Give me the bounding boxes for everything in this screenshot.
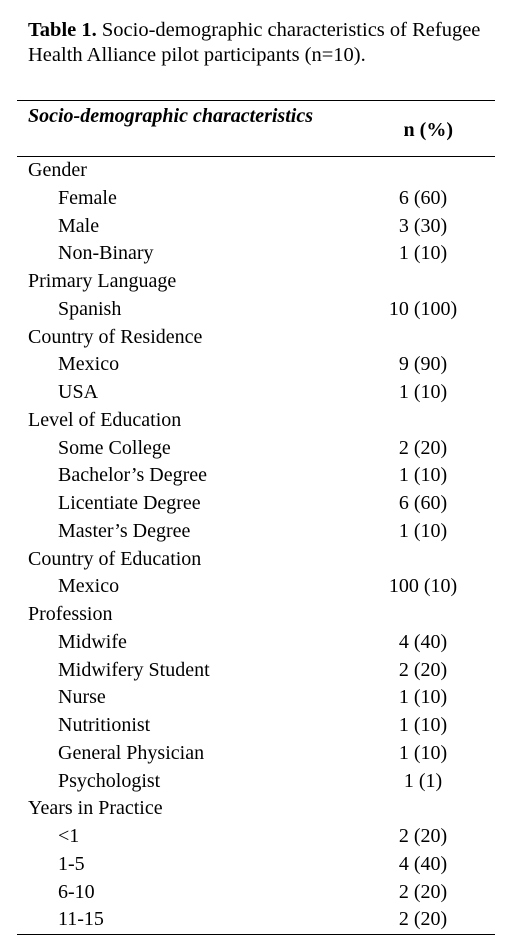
table-row bbox=[17, 462, 495, 490]
row-label: Mexico bbox=[58, 353, 120, 376]
row-value: 6 (60) bbox=[398, 186, 448, 209]
row-value: 1 (10) bbox=[398, 242, 448, 265]
table-row bbox=[17, 879, 495, 907]
row-label: Female bbox=[58, 186, 117, 209]
table-row bbox=[17, 240, 495, 268]
table-row bbox=[17, 906, 495, 934]
row-value: 3 (30) bbox=[398, 214, 448, 237]
table-row bbox=[17, 629, 495, 657]
table-row bbox=[17, 518, 495, 546]
table-row bbox=[17, 379, 495, 407]
table-group-row bbox=[17, 268, 495, 296]
row-label: Psychologist bbox=[58, 769, 161, 792]
row-value: 2 (20) bbox=[398, 658, 448, 681]
table-row bbox=[17, 435, 495, 463]
table-header bbox=[17, 101, 495, 157]
row-label: Nutritionist bbox=[58, 714, 151, 736]
demographics-table bbox=[17, 100, 495, 935]
row-value: 2 (20) bbox=[398, 436, 448, 459]
row-value: 1 (10) bbox=[398, 714, 448, 736]
table-row bbox=[17, 768, 495, 796]
table-group-row bbox=[17, 324, 495, 352]
header-characteristics: Socio-demographic characteristics bbox=[28, 105, 313, 127]
row-value: 1 (10) bbox=[398, 741, 448, 764]
row-value: 10 (100) bbox=[388, 297, 458, 320]
table-row bbox=[17, 740, 495, 768]
row-label: Nurse bbox=[58, 686, 106, 709]
table-row bbox=[17, 185, 495, 213]
table-row bbox=[17, 712, 495, 740]
table-row bbox=[17, 573, 495, 601]
group-label: Country of Residence bbox=[28, 325, 203, 348]
row-value: 1 (1) bbox=[403, 769, 443, 792]
row-value: 2 (20) bbox=[398, 880, 448, 903]
table-row bbox=[17, 823, 495, 851]
group-label: Primary Language bbox=[28, 270, 177, 292]
header-n-percent: n (%) bbox=[403, 119, 453, 141]
row-label: Midwife bbox=[58, 630, 127, 653]
group-label: Years in Practice bbox=[28, 797, 163, 820]
row-value: 9 (90) bbox=[398, 353, 448, 376]
row-value: 4 (40) bbox=[398, 852, 448, 875]
row-value: 6 (60) bbox=[398, 492, 448, 514]
row-value: 1 (10) bbox=[398, 381, 448, 403]
row-value: 1 (10) bbox=[398, 519, 448, 542]
table-group-row bbox=[17, 546, 495, 574]
row-value: 2 (20) bbox=[398, 908, 448, 931]
row-label: USA bbox=[58, 381, 99, 403]
row-label: 6-10 bbox=[58, 880, 95, 903]
table-group-row bbox=[17, 157, 495, 185]
row-label: Licentiate Degree bbox=[58, 492, 201, 514]
caption-label: Table 1. bbox=[28, 19, 97, 41]
row-label: Male bbox=[58, 214, 100, 237]
table-group-row bbox=[17, 795, 495, 823]
row-value: 1 (10) bbox=[398, 464, 448, 487]
row-label: Spanish bbox=[58, 297, 122, 320]
row-label: 1-5 bbox=[58, 852, 85, 875]
row-label: Some College bbox=[58, 436, 171, 459]
group-label: Country of Education bbox=[28, 547, 202, 570]
table-row bbox=[17, 296, 495, 324]
row-label: General Physician bbox=[58, 741, 205, 764]
table-row bbox=[17, 213, 495, 241]
row-value: 1 (10) bbox=[398, 686, 448, 709]
row-value: 100 (10) bbox=[388, 575, 458, 598]
caption-text: Socio-demographic characteristics of Refugee Health Alliance pilot participants (n=10). bbox=[28, 19, 481, 66]
group-label: Level of Education bbox=[28, 408, 182, 431]
row-value: 4 (40) bbox=[398, 630, 448, 653]
row-label: Non-Binary bbox=[58, 242, 154, 265]
row-label: Midwifery Student bbox=[58, 658, 210, 681]
table-row bbox=[17, 851, 495, 879]
group-label: Gender bbox=[28, 159, 87, 181]
row-label: Bachelor’s Degree bbox=[58, 464, 208, 487]
table-row bbox=[17, 490, 495, 518]
table-row bbox=[17, 684, 495, 712]
row-value: 2 (20) bbox=[398, 825, 448, 847]
row-label: Master’s Degree bbox=[58, 519, 191, 542]
group-label: Profession bbox=[28, 603, 113, 625]
row-label: Mexico bbox=[58, 575, 120, 598]
table-group-row bbox=[17, 601, 495, 629]
table-row bbox=[17, 657, 495, 685]
row-label: <1 bbox=[58, 825, 80, 847]
row-label: 11-15 bbox=[58, 908, 104, 931]
table-group-row bbox=[17, 407, 495, 435]
table-caption bbox=[28, 18, 488, 67]
table-row bbox=[17, 351, 495, 379]
table-body bbox=[17, 157, 495, 934]
